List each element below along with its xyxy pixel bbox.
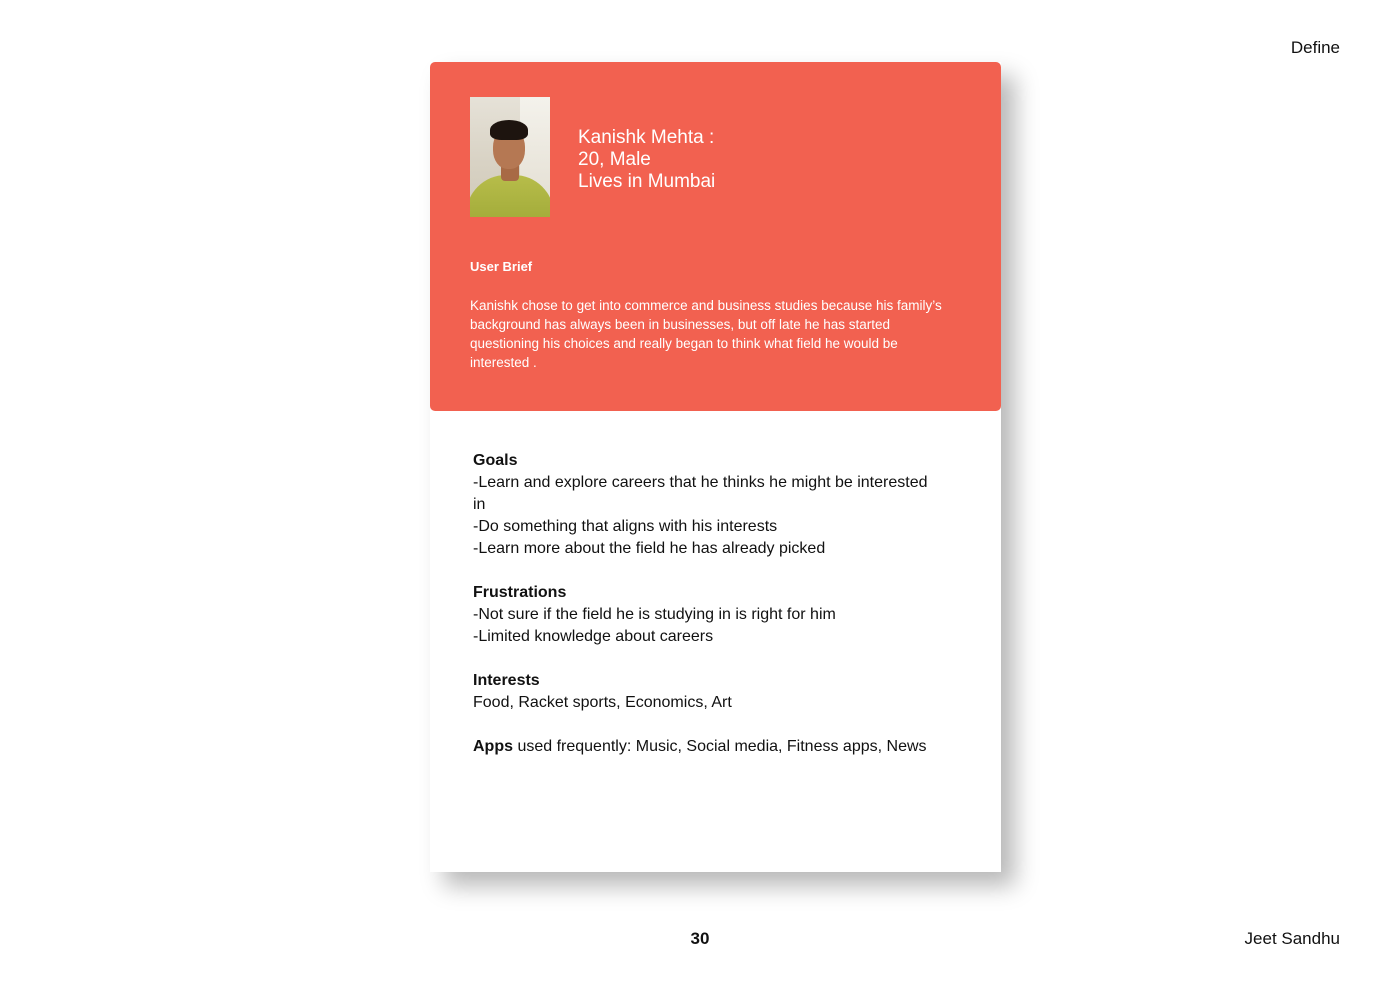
persona-details (473, 450, 943, 780)
goal-item: -Learn and explore careers that he thinks he might be interested in (473, 474, 928, 513)
goal-item: -Do something that aligns with his interests (473, 518, 778, 535)
user-brief-heading: User Brief (470, 259, 533, 274)
frustrations-title: Frustrations (473, 584, 567, 601)
author-name: Jeet Sandhu (1244, 929, 1340, 948)
goal-item: -Learn more about the field he has already picked (473, 540, 826, 557)
apps-section (473, 736, 943, 758)
persona-age-gender: 20, Male (578, 149, 651, 170)
interests-text: Food, Racket sports, Economics, Art (473, 694, 732, 711)
goals-title: Goals (473, 452, 518, 469)
apps-text: used frequently: Music, Social media, Fitness apps, News (513, 738, 927, 755)
user-brief-text: Kanishk chose to get into commerce and business studies because his family’s background has always been in businesses, but off late he has started questioning his choices and really began to think what field he would be interested . (470, 298, 942, 370)
persona-header (430, 62, 1001, 411)
frustration-item: -Not sure if the field he is studying in is right for him (473, 606, 836, 623)
interests-title: Interests (473, 672, 540, 689)
persona-name: Kanishk Mehta : (578, 127, 715, 148)
persona-photo (470, 97, 550, 217)
frustration-item: -Limited knowledge about careers (473, 628, 714, 645)
frustrations-section (473, 582, 943, 648)
apps-title: Apps (473, 738, 513, 755)
persona-info (578, 127, 715, 193)
goals-section (473, 450, 943, 560)
persona-card (430, 62, 1001, 872)
section-label: Define (1290, 38, 1340, 57)
interests-section (473, 670, 943, 714)
page-number: 30 (690, 929, 710, 948)
persona-location: Lives in Mumbai (578, 171, 716, 192)
